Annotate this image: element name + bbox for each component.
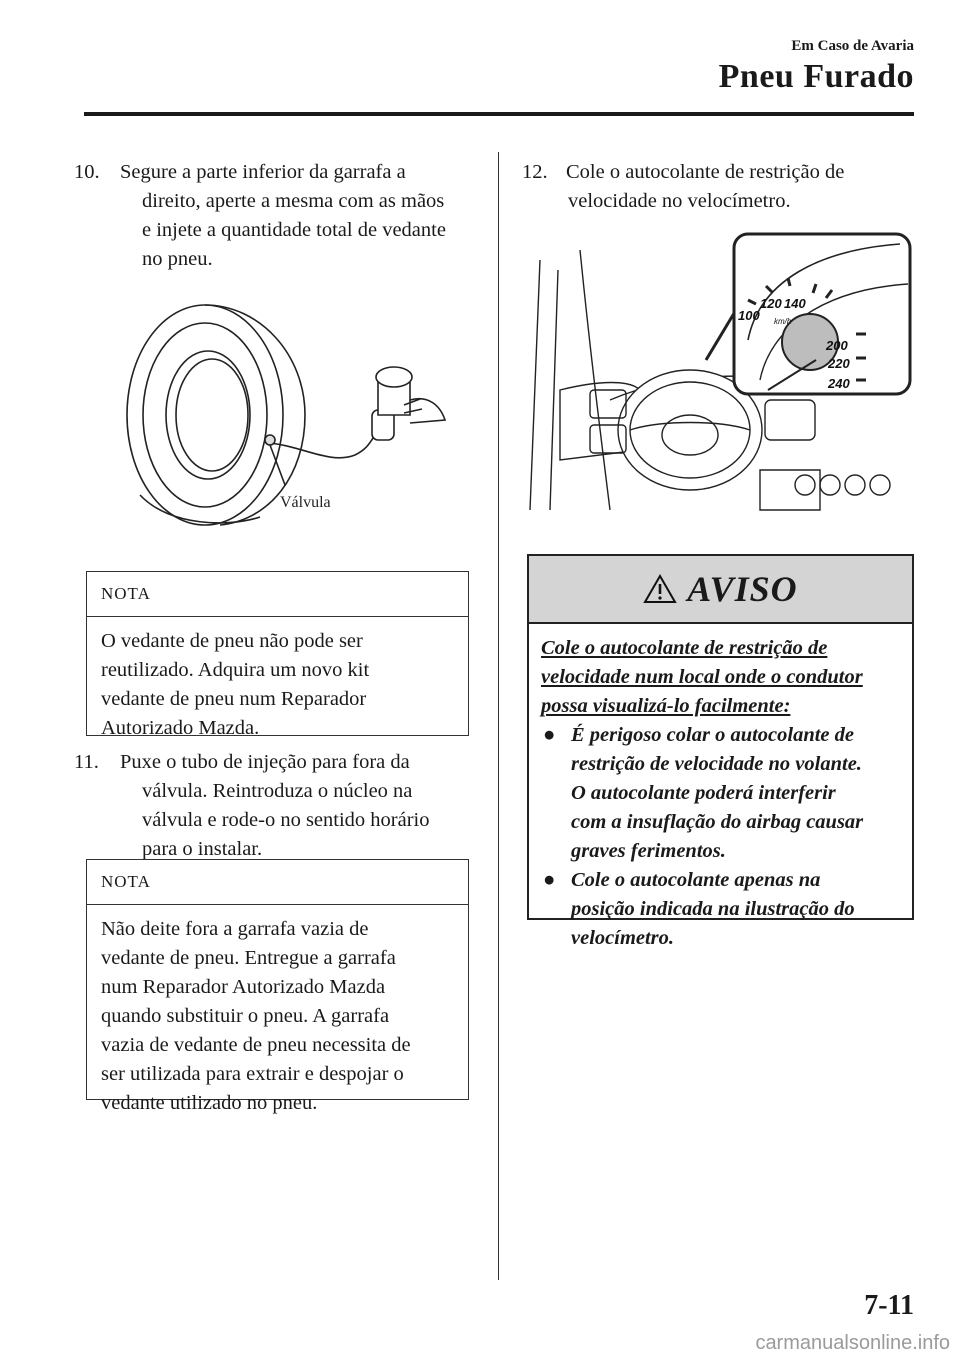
step-line: velocidade no velocímetro. [568, 190, 791, 212]
speed-tick-label: 120 [760, 296, 782, 311]
warning-line: posição indicada na ilustração do [571, 898, 855, 920]
bullet-icon: ● [543, 724, 556, 746]
warning-box [527, 554, 914, 949]
step-text [120, 158, 480, 274]
warning-title: AVISO [687, 569, 798, 609]
warning-line: O autocolante poderá interferir [571, 782, 836, 804]
warning-line: Cole o autocolante apenas na [571, 869, 821, 891]
note-line: vedante de pneu num Reparador [101, 688, 367, 710]
note-line: quando substituir o pneu. A garrafa [101, 1005, 390, 1027]
note-line: Autorizado Mazda. [101, 717, 260, 739]
page-number: 7-11 [864, 1290, 914, 1321]
warning-header [529, 556, 912, 624]
dashboard-illustration [520, 230, 912, 526]
speed-tick-label: 140 [784, 296, 806, 311]
warning-line: com a insuflação do airbag causar [571, 811, 864, 833]
step-text [120, 748, 480, 864]
note-line: ser utilizada para extrair e despojar o [101, 1063, 404, 1085]
header-rule [84, 112, 914, 116]
warning-line: graves ferimentos. [571, 840, 726, 862]
note-heading: NOTA [87, 572, 468, 617]
note-box-2 [86, 859, 469, 1114]
note-line: reutilizado. Adquira um novo kit [101, 659, 370, 681]
warning-line: velocímetro. [571, 927, 675, 949]
tire-sealant-illustration [110, 295, 470, 535]
step-line: e injete a quantidade total de vedante [142, 219, 446, 241]
column-divider [498, 152, 499, 1280]
step-line: válvula e rode-o no sentido horário [142, 809, 430, 831]
warning-item [541, 866, 900, 953]
warning-intro [541, 634, 900, 721]
step-line: válvula. Reintroduza o núcleo na [142, 780, 413, 802]
page-title: Pneu Furado [718, 58, 914, 95]
speed-unit-label: km/h [774, 317, 792, 326]
step-line: para o instalar. [142, 838, 263, 860]
note-body [87, 905, 468, 1126]
step-line: direito, aperte a mesma com as mãos [142, 190, 445, 212]
note-box-1 [86, 571, 469, 739]
speed-tick-label: 240 [828, 376, 850, 391]
note-line: num Reparador Autorizado Mazda [101, 976, 386, 998]
warning-line: É perigoso colar o autocolante de [571, 724, 855, 746]
note-heading: NOTA [87, 860, 468, 905]
warning-body [529, 624, 912, 953]
speed-tick-label: 220 [828, 356, 850, 371]
warning-triangle-icon [643, 574, 677, 604]
warning-intro-line: possa visualizá-lo facilmente: [541, 695, 791, 717]
note-body [87, 617, 468, 751]
speed-tick-label: 200 [826, 338, 848, 353]
warning-intro-line: velocidade num local onde o condutor [541, 666, 863, 688]
step-line: Cole o autocolante de restrição de [566, 161, 845, 183]
watermark: carmanualsonline.info [755, 1332, 950, 1354]
step-number: 10. [74, 161, 100, 183]
step-number: 11. [74, 751, 99, 773]
valve-label: Válvula [280, 494, 331, 511]
note-line: Não deite fora a garrafa vazia de [101, 918, 369, 940]
section-label: Em Caso de Avaria [791, 38, 914, 54]
step-line: no pneu. [142, 248, 213, 270]
bullet-icon: ● [543, 869, 556, 891]
note-line: vedante utilizado no pneu. [101, 1092, 318, 1114]
note-line: vazia de vedante de pneu necessita de [101, 1034, 411, 1056]
speed-tick-label: 100 [738, 308, 760, 323]
note-line: vedante de pneu. Entregue a garrafa [101, 947, 396, 969]
step-number: 12. [522, 161, 548, 183]
warning-line: restrição de velocidade no volante. [571, 753, 862, 775]
step-line: Segure a parte inferior da garrafa a [120, 161, 406, 183]
warning-intro-line: Cole o autocolante de restrição de [541, 637, 828, 659]
warning-item [541, 721, 900, 866]
note-line: O vedante de pneu não pode ser [101, 630, 363, 652]
step-text [566, 158, 926, 216]
step-line: Puxe o tubo de injeção para fora da [120, 751, 410, 773]
